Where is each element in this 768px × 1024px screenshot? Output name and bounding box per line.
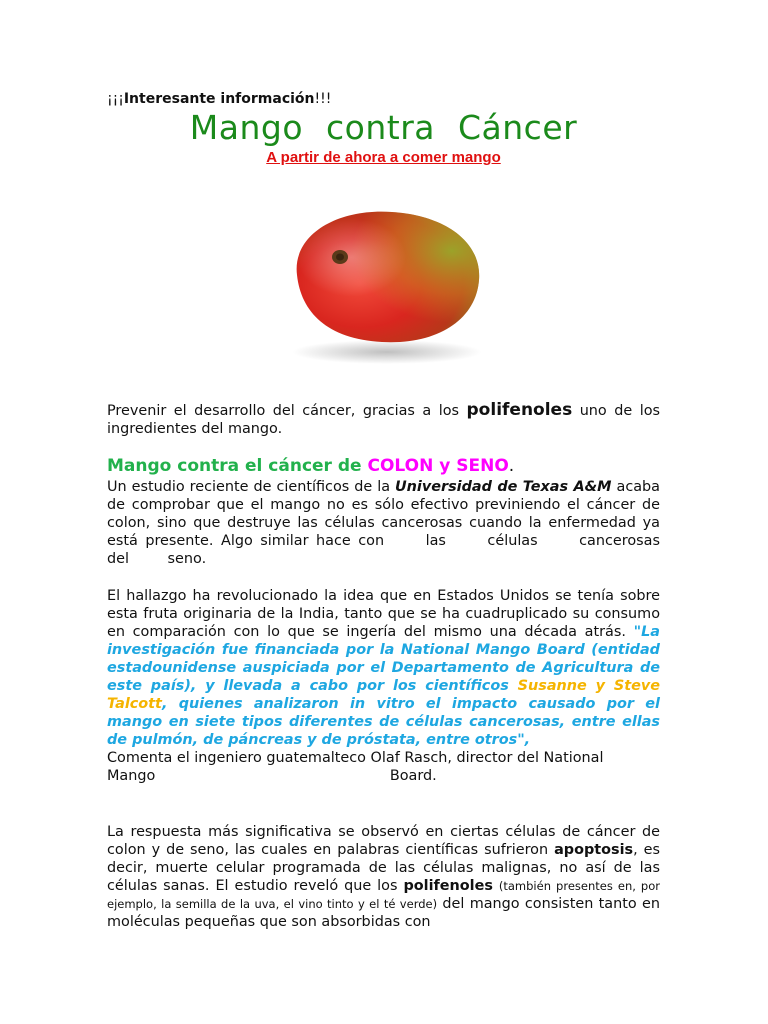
p3-quote-end: , quienes analizaron in vitro el impacto causado por el mango en siete tipos diferentes de células cancerosas, entre ellas de pulmón, de páncreas y de próstata, entre otros", bbox=[107, 696, 660, 748]
p2-university: Universidad de Texas A&M bbox=[395, 479, 612, 495]
p4-text1: La respuesta más significativa se observó en ciertas células de cáncer de colon y de seno, las cuales en palabras científicas sufrieron bbox=[107, 824, 660, 858]
p3-names: Susanne y Steve Talcott bbox=[107, 678, 660, 712]
paragraph-respuesta bbox=[107, 823, 660, 931]
intro-line bbox=[107, 91, 331, 107]
paragraph-study bbox=[107, 478, 660, 568]
p4-bold-apoptosis: apoptosis bbox=[554, 842, 634, 858]
section-heading bbox=[107, 456, 514, 476]
paragraph-hallazgo bbox=[107, 587, 660, 785]
p2-spaced-text: con las células cancerosas del seno. bbox=[107, 533, 660, 567]
heading-part3: . bbox=[508, 456, 515, 476]
p4-text3: del mango consisten tanto en moléculas pequeñas que son absorbidas con bbox=[107, 896, 660, 930]
intro-prefix: ¡¡¡ bbox=[107, 91, 124, 107]
p3-comment: Comenta el ingeniero guatemalteco Olaf Rasch, director del National bbox=[107, 750, 604, 766]
p2-text-after: acaba de comprobar que el mango no es sólo efectivo previniendo el cáncer de colon, sino que destruye las células cancerosas cuando la enfermedad ya está presente. Algo similar hace bbox=[107, 479, 660, 549]
p4-small-note: (también presentes en, por ejemplo, la semilla de la uva, el vino tinto y el té verde) bbox=[107, 879, 660, 911]
heading-part1: Mango contra el cáncer de bbox=[107, 456, 368, 476]
p1-text-after: uno de los ingredientes del mango. bbox=[107, 403, 660, 437]
p4-text2: , es decir, muerte celular programada de las células malignas, no así de las células sanas. El estudio reveló que los bbox=[107, 842, 660, 894]
p1-highlight: polifenoles bbox=[466, 400, 573, 420]
heading-part2: COLON y SENO bbox=[367, 456, 509, 476]
page-title: Mango contra Cáncer bbox=[189, 108, 578, 147]
p4-bold-polifenoles: polifenoles bbox=[403, 878, 493, 894]
page-subtitle: A partir de ahora a comer mango bbox=[266, 149, 501, 166]
p1-text-before: Prevenir el desarrollo del cáncer, gracias a los bbox=[107, 403, 467, 419]
mango-photo bbox=[257, 180, 507, 385]
p2-text-before: Un estudio reciente de científicos de la bbox=[107, 479, 395, 495]
paragraph-polifenoles bbox=[107, 401, 660, 438]
mango-icon bbox=[257, 180, 507, 385]
p3-quote bbox=[107, 624, 660, 748]
p3-comment-end: Mango Board. bbox=[107, 768, 437, 784]
intro-bold: Interesante información bbox=[123, 91, 315, 107]
p3-quote-start: "La investigación fue financiada por la National Mango Board (entidad estadounidense auspiciada por el Departamento de Agricultura de este país), y llevada a cabo por los científicos bbox=[107, 624, 660, 694]
p3-text: El hallazgo ha revolucionado la idea que en Estados Unidos se tenía sobre esta fruta originaria de la India, tanto que se ha cuadruplicado su consumo en comparación con lo que se ingería del mismo una década atrás. bbox=[107, 588, 660, 640]
intro-suffix: !!! bbox=[314, 91, 332, 107]
